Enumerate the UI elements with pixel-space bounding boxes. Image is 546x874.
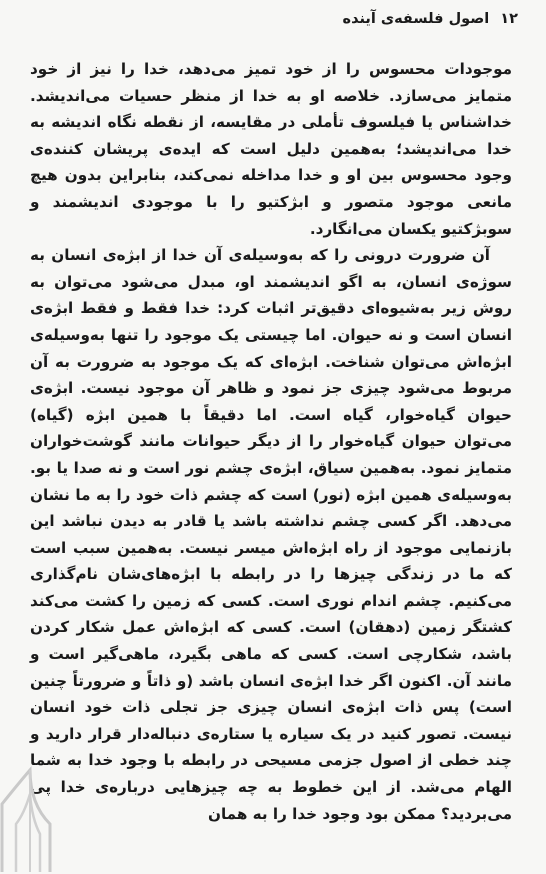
tent-logo-icon — [0, 764, 60, 874]
running-header — [28, 8, 518, 30]
page-number: ۱۲ — [500, 11, 518, 27]
paragraph: موجودات محسوس را از خود تمیز می‌دهد، خدا را نیز از خود متمایز می‌سازد. خلاصه او به خدا از منظر حسیات می‌اندیشد. خداشناس یا فیلسوف تأملی در مقایسه، از نقطه نگاه اندیشه به خدا می‌اندیشد؛ به‌همین دلیل است که ایده‌ی پریشان کننده‌ی وجود محسوس بین او و خدا مداخله نمی‌کند، بنابراین بدون هیچ مانعی موجود متصور و ابژکتیو را با موجودی اندیشمند و سوبژکتیو یکسان می‌انگارد. — [30, 60, 512, 238]
book-title: اصول فلسفه‌ی آینده — [342, 11, 490, 27]
body-text — [30, 56, 512, 827]
paragraph: آن ضرورت درونی را که به‌وسیله‌ی آن خدا از ابژه‌ی انسان به سوژه‌ی انسان، به اگو اندیشمند او، مبدل می‌شود می‌توان به روش زیر به‌شیوه‌ای دقیق‌تر اثبات کرد: خدا فقط و فقط ابژه‌ی انسان است و نه حیوان. اما چیستی یک موجود را تنها به‌وسیله‌ی ابژه‌اش می‌توان شناخت. ابژه‌ای که یک موجود به ضرورت به آن مربوط می‌شود چیزی جز نمود و ظاهر آن موجود نیست. ابژه‌ی حیوان گیاه‌خوار، گیاه است. اما دقیقاً با همین ابژه (گیاه) می‌توان حیوان گیاه‌خوار را از دیگر حیوانات مانند گوشت‌خواران متمایز نمود. به‌همین سیاق، ابژه‌ی چشم نور است و نه صدا یا بو. به‌وسیله‌ی همین ابژه (نور) است که چشم ذات خود را به ما نشان می‌دهد. اگر کسی چشم نداشته باشد یا قادر به دیدن نباشد این بازنمایی موجود از راه ابژه‌اش میسر نیست. به‌همین سبب است که ما در زندگی چیزها را در رابطه با ابژه‌های‌شان نام‌گذاری می‌کنیم. چشم اندام نوری است. کسی که زمین را کشت می‌کند کشتگر زمین (دهقان) است. کسی که ابژه‌اش عمل شکار کردن باشد، شکارچی است. کسی که ماهی بگیرد، ماهی‌گیر است و مانند آن. اکنون اگر خدا ابژه‌ی انسان باشد (و ذاتاً و ضرورتاً چنین است) پس ذات ابژه‌ی انسان چیزی جز تجلی ذات خود انسان نیست. تصور کنید در یک سیاره یا ستاره‌ی دنباله‌دار قرار دارید و چند خطی از اصول جزمی مسیحی در رابطه با وجود خدا به شما الهام می‌شد. از این خطوط به چه چیزهایی درباره‌ی خدا پی می‌بردید؟ ممکن بود وجود خدا را به همان — [30, 246, 512, 823]
